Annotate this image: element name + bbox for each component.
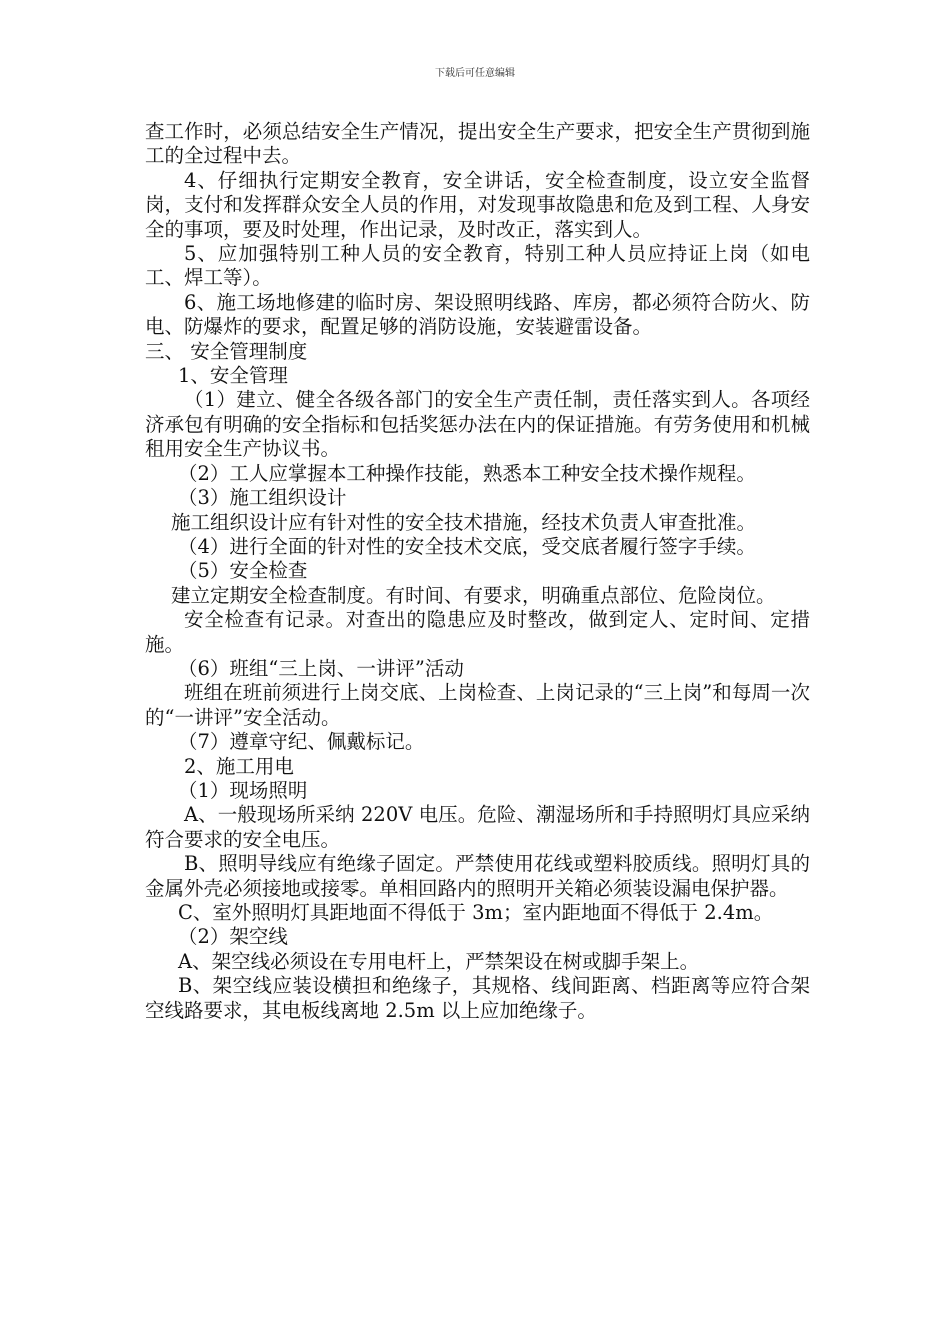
item-heading: （6）班组“三上岗、一讲评”活动 (178, 656, 464, 680)
page-header: 下载后可任意编辑 (435, 68, 515, 79)
paragraph: A、一般现场所采纳 220V 电压。危险、潮湿场所和手持照明灯具应采纳符合要求的安全电压。 (145, 803, 810, 851)
subsection-heading: 1、安全管理 (178, 364, 288, 388)
subsection-heading: 2、施工用电 (184, 754, 294, 778)
paragraph: C、室外照明灯具距地面不得低于 3m；室内距地面不得低于 2.4m。 (178, 901, 774, 924)
paragraph: 施工组织设计应有针对性的安全技术措施，经技术负责人审查批准。 (171, 510, 757, 534)
paragraph: 4、仔细执行定期安全教育，安全讲话，安全检查制度，设立安全监督岗，支付和发挥群众安全人员的作用，对发现事故隐患和危及到工程、人身安全的事项，要及时处理，作出记录，及时改正，落实到人。 (145, 168, 810, 241)
paragraph: 6、施工场地修建的临时房、架设照明线路、库房，都必须符合防火、防电、防爆炸的要求，配置足够的消防设施，安装避雷设备。 (145, 290, 810, 339)
item-heading: （2）架空线 (178, 925, 288, 949)
paragraph: 安全检查有记录。对查出的隐患应及时整改，做到定人、定时间、定措施。 (145, 608, 810, 656)
paragraph: B、照明导线应有绝缘子固定。严禁使用花线或塑料胶质线。照明灯具的金属外壳必须接地或接零。单相回路内的照明开关箱必须装设漏电保护器。 (145, 852, 810, 900)
item-heading: （5）安全检查 (178, 559, 308, 583)
paragraph: 5、应加强特别工种人员的安全教育，特别工种人员应持证上岗（如电工、焊工等）。 (145, 242, 810, 290)
paragraph: A、架空线必须设在专用电杆上，严禁架设在树或脚手架上。 (178, 949, 700, 973)
paragraph: （2）工人应掌握本工种操作技能，熟悉本工种安全技术操作规程。 (178, 461, 756, 485)
paragraph: （4）进行全面的针对性的安全技术交底，受交底者履行签字手续。 (178, 534, 756, 558)
document-body (145, 120, 810, 1023)
item-heading: （3）施工组织设计 (178, 486, 347, 510)
section-heading: 三、 安全管理制度 (145, 339, 308, 363)
paragraph: （7）遵章守纪、佩戴标记。 (178, 730, 425, 754)
item-heading: （1）现场照明 (178, 778, 308, 802)
paragraph: B、架空线应装设横担和绝缘子，其规格、线间距离、档距离等应符合架空线路要求，其电板线离地 2.5m 以上应加绝缘子。 (145, 974, 810, 1022)
paragraph: （1）建立、健全各级各部门的安全生产责任制，责任落实到人。各项经济承包有明确的安全指标和包括奖惩办法在内的保证措施。有劳务使用和机械租用安全生产协议书。 (145, 388, 810, 461)
paragraph: 查工作时，必须总结安全生产情况，提出安全生产要求，把安全生产贯彻到施工的全过程中去。 (145, 120, 810, 168)
paragraph: 建立定期安全检查制度。有时间、有要求，明确重点部位、危险岗位。 (171, 583, 776, 607)
paragraph: 班组在班前须进行上岗交底、上岗检查、上岗记录的“三上岗”和每周一次的“一讲评”安全活动。 (145, 681, 810, 729)
